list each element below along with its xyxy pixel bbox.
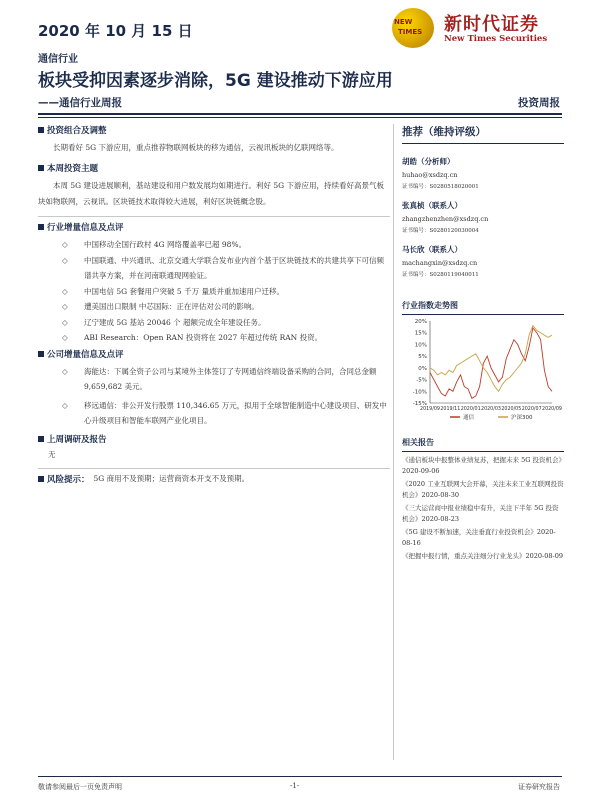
footer-disclaimer: 敬请参阅最后一页免责声明 <box>38 783 122 791</box>
analyst-email[interactable]: machangxin@xsdzq.cn <box>402 259 478 267</box>
logo-emblem-text-2: TIMES <box>398 28 423 36</box>
analyst-cert: 证书编号：S0280119040011 <box>402 272 479 278</box>
logo-emblem-text-1: NEW <box>394 18 413 26</box>
portfolio-text: 长期看好 5G 下游应用，重点推荐物联网板块的移为通信，云视讯板块的亿联网络等。 <box>53 143 339 152</box>
section-bullet-icon <box>38 165 44 171</box>
related-report-link[interactable]: 《2020 工业互联网大会开幕，关注未来工业互联网投资机会》2020-08-30 <box>402 480 564 499</box>
risk-label: 风险提示： <box>47 474 90 485</box>
x-tick-label: 2019/11 <box>440 407 461 412</box>
series-line-1 <box>430 326 552 392</box>
legend-label: 沪深300 <box>511 415 533 421</box>
index-trend-chart <box>402 315 564 425</box>
theme-text: 本周 5G 建设进展顺利，基站建设和用户数发展均如期进行。利好 5G 下游应用，持续看好高景气板块如物联网，云视讯。区块链技术取得较大进展，利好区块链概念股。 <box>38 181 385 206</box>
section-bullet-icon <box>38 476 44 482</box>
legend-label: 通信 <box>463 415 475 421</box>
chart-title: 行业指数走势图 <box>402 300 564 315</box>
diamond-bullet-icon: ◇ <box>62 400 68 410</box>
analyst-email[interactable]: huhao@xsdzq.cn <box>402 171 458 179</box>
header-rule-thin <box>38 117 562 118</box>
analyst-card <box>402 200 564 234</box>
related-report-link[interactable]: 《5G 建设不断加速，关注垂直行业投资机会》2020-08-16 <box>402 528 556 547</box>
section-heading-portfolio: 投资组合及调整 <box>38 124 390 136</box>
diamond-bullet-icon: ◇ <box>62 302 68 311</box>
diamond-bullet-icon: ◇ <box>62 333 68 342</box>
report-title: 板块受抑因素逐步消除，5G 建设推动下游应用 <box>38 71 393 91</box>
footer-rule <box>38 776 562 777</box>
diamond-bullet-icon: ◇ <box>62 255 68 265</box>
section-heading-weekly-visits: 上周调研及报告 <box>38 433 390 445</box>
list-item: ◇ 辽宁建成 5G 基站 20046 个 超额完成全年建设任务。 <box>62 315 390 331</box>
y-tick-label: -10% <box>412 389 427 396</box>
logo-english-name: New Times Securities <box>444 34 548 44</box>
series-line-0 <box>430 328 552 398</box>
list-item: ◇ 中国移动全国行政村 4G 网络覆盖率已超 98%。 <box>62 237 390 253</box>
x-tick-label: 2020/01 <box>460 407 481 412</box>
report-subtitle: ——通信行业周报 <box>38 97 122 109</box>
analyst-card <box>402 244 564 278</box>
related-report-link[interactable]: 《通信板块中报整体业绩复苏，把握未来 5G 投资机会》2020-09-06 <box>402 456 562 475</box>
main-content <box>38 124 390 485</box>
x-tick-label: 2019/09 <box>420 407 440 412</box>
y-tick-label: 15% <box>414 330 427 337</box>
section-heading-company-news: 公司增量信息及点评 <box>38 348 390 360</box>
section-bullet-icon <box>38 127 44 133</box>
analyst-cert: 证书编号：S0280518020001 <box>402 184 479 190</box>
company-logo <box>392 8 560 48</box>
y-tick-label: 0% <box>418 365 427 372</box>
section-bullet-icon <box>38 224 44 230</box>
x-tick-label: 2020/07 <box>521 407 542 412</box>
section-bullet-icon <box>38 436 44 442</box>
list-item: ◇ 中国联通、中兴通讯、北京交通大学联合发布业内首个基于区块链技术的共建共享下可信频谱共享方案，并在河南联通现网验证。 <box>62 253 390 284</box>
diamond-bullet-icon: ◇ <box>62 286 68 296</box>
x-tick-label: 2020/05 <box>501 407 522 412</box>
list-item: ◇ 移远通信：非公开发行股票 110,346.65 万元，拟用于全球智能制造中心建设项目、研发中心升级项目和智能车联网产业化项目。 <box>62 398 390 429</box>
related-report-link[interactable]: 《三大运营商中报业绩稳中有升，关注下半年 5G 投资机会》2020-08-23 <box>402 504 559 523</box>
diamond-bullet-icon: ◇ <box>62 366 68 376</box>
list-item: ◇ 中国电信 5G 套餐用户突破 5 千万 量质并重加速用户迁移。 <box>62 284 390 300</box>
risk-warning <box>38 473 390 485</box>
related-reports-title: 相关报告 <box>402 437 564 452</box>
sidebar <box>402 124 564 565</box>
weekly-visits-text: 无 <box>48 449 56 459</box>
page-number: -1- <box>290 782 300 790</box>
section-divider <box>38 468 390 469</box>
y-tick-label: -15% <box>412 401 427 407</box>
y-tick-label: 10% <box>414 342 427 349</box>
x-tick-label: 2020/09 <box>542 407 562 412</box>
rating: 推荐（维持评级） <box>402 124 564 144</box>
report-date: 2020 年 10 月 15 日 <box>38 22 193 40</box>
section-bullet-icon <box>38 351 44 357</box>
logo-chinese-name: 新时代证券 <box>444 14 539 35</box>
analyst-email[interactable]: zhangzhenzhen@xsdzq.cn <box>402 215 489 223</box>
industry-label: 通信行业 <box>38 54 78 65</box>
risk-text: 5G 商用不及预期；运营商资本开支不及预期。 <box>93 474 250 483</box>
analyst-name: 马长欣（联系人） <box>402 245 462 254</box>
section-heading-theme: 本周投资主题 <box>38 162 390 174</box>
diamond-bullet-icon: ◇ <box>62 240 68 249</box>
report-type: 投资周报 <box>518 97 560 109</box>
list-item: ◇ ABI Research：Open RAN 投资将在 2027 年超过传统 RAN 投资。 <box>62 330 390 346</box>
y-tick-label: 5% <box>418 354 427 361</box>
analyst-cert: 证书编号：S0280120030004 <box>402 228 479 234</box>
analyst-card <box>402 156 564 190</box>
analyst-name: 胡皓（分析师） <box>402 157 455 166</box>
y-tick-label: 20% <box>414 319 427 325</box>
column-divider <box>393 124 394 760</box>
y-tick-label: -5% <box>416 377 427 384</box>
related-report-link[interactable]: 《把握中报行情，重点关注细分行业龙头》2020-08-09 <box>402 552 563 560</box>
header-rule <box>38 113 562 115</box>
x-tick-label: 2020/03 <box>481 407 501 412</box>
footer-label: 证券研究报告 <box>518 783 560 791</box>
list-item: ◇ 海能达：下属全资子公司与某境外主体签订了专网通信终端设备采购的合同，合同总金额 9,659,682 美元。 <box>62 364 390 395</box>
section-divider <box>38 216 390 217</box>
section-heading-industry-news: 行业增量信息及点评 <box>38 221 390 233</box>
analyst-name: 张真桢（联系人） <box>402 201 462 210</box>
list-item: ◇ 遭美国出口限制 中芯国际：正在评估对公司的影响。 <box>62 299 390 315</box>
diamond-bullet-icon: ◇ <box>62 317 68 327</box>
